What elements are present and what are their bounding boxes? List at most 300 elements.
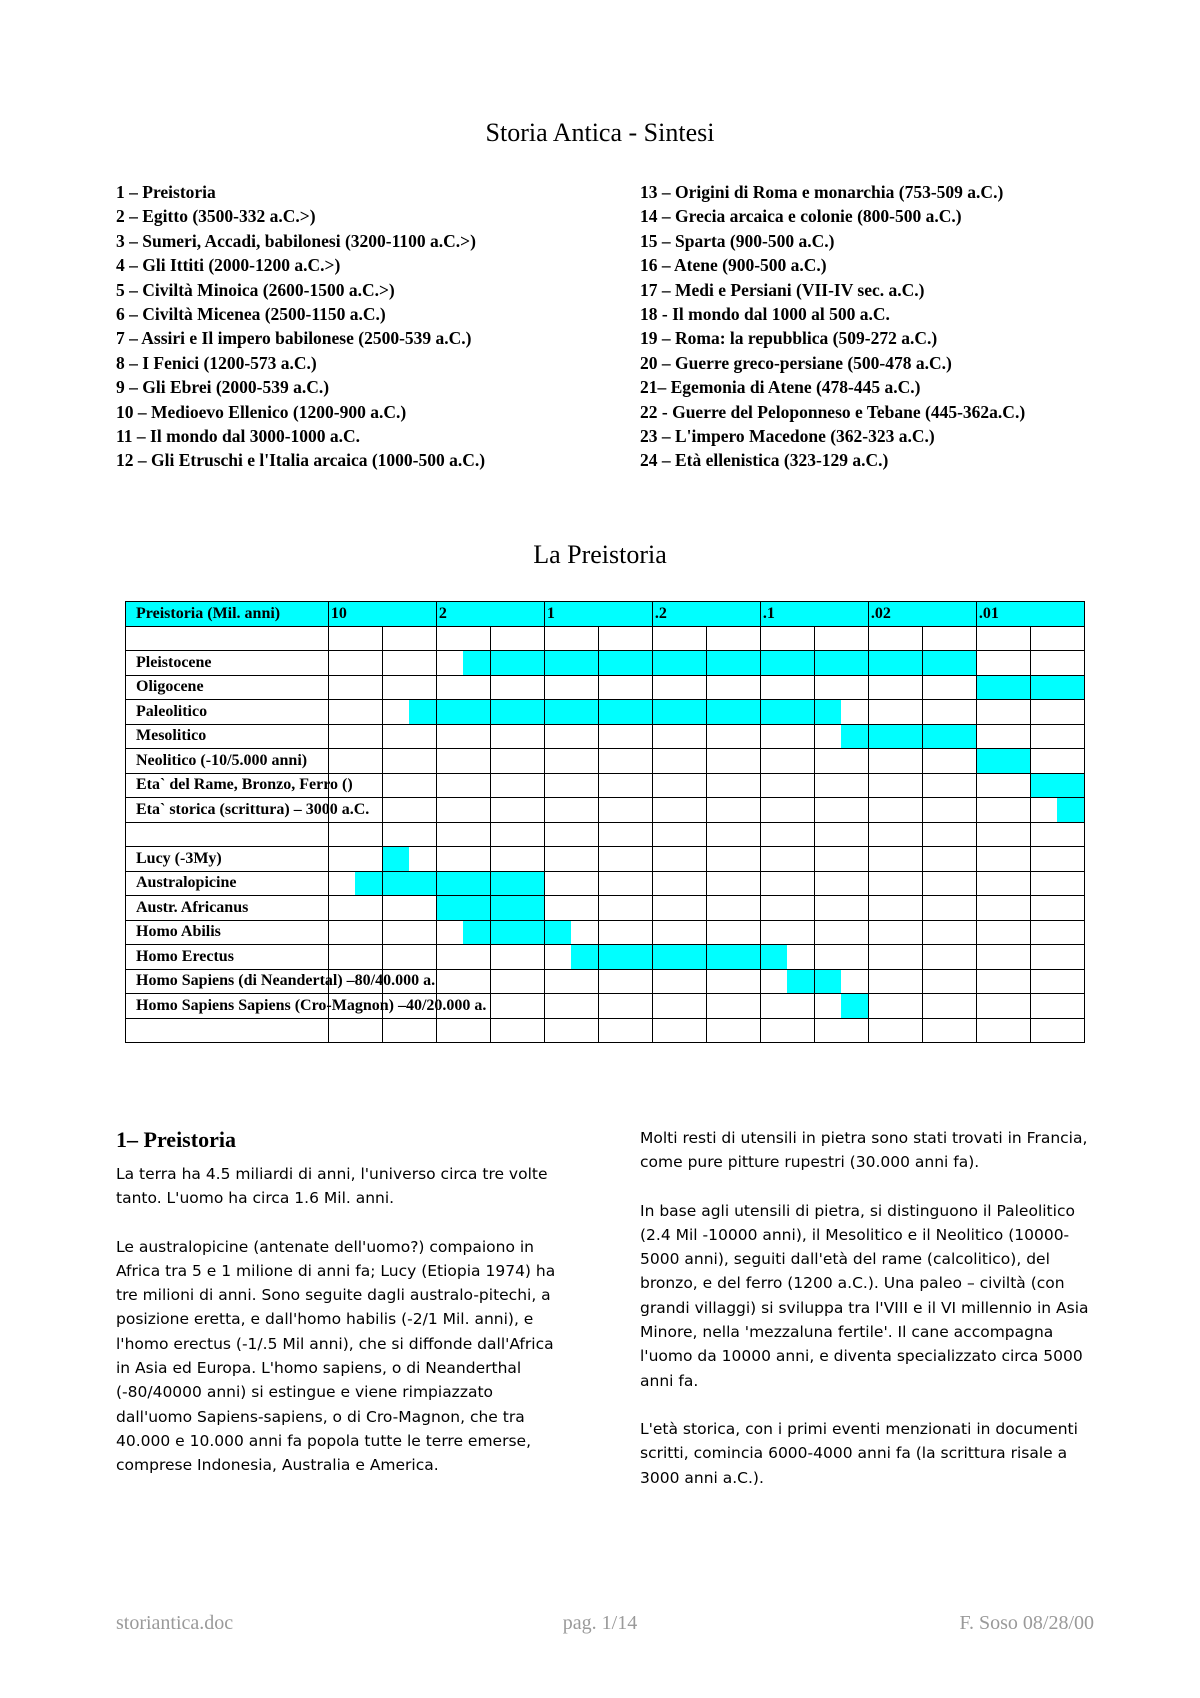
timeline-cell xyxy=(922,847,976,872)
timeline-tick-label: .01 xyxy=(976,602,1084,627)
timeline-cell xyxy=(760,675,814,700)
preistoria-timeline-table xyxy=(125,601,1085,1043)
timeline-cell xyxy=(814,773,868,798)
timeline-cell xyxy=(760,798,814,823)
timeline-bar-segment xyxy=(599,945,652,969)
timeline-cell xyxy=(760,945,814,970)
timeline-cell xyxy=(436,871,490,896)
timeline-cell xyxy=(976,651,1030,676)
timeline-bar-segment xyxy=(841,725,868,749)
timeline-cell xyxy=(490,651,544,676)
toc-item: 12 – Gli Etruschi e l'Italia arcaica (1000-500 a.C.) xyxy=(116,450,486,471)
timeline-cell xyxy=(382,847,436,872)
timeline-row-label xyxy=(126,700,329,725)
timeline-cell xyxy=(544,994,598,1019)
timeline-cell xyxy=(544,896,598,921)
timeline-cell xyxy=(652,1018,706,1043)
timeline-cell xyxy=(706,822,760,847)
timeline-cell xyxy=(598,896,652,921)
timeline-cell xyxy=(328,651,382,676)
timeline-row-label-text: Homo Sapiens Sapiens (Cro-Magnon) –40/20.000 a. xyxy=(136,996,487,1014)
timeline-cell xyxy=(490,969,544,994)
timeline-cell xyxy=(382,675,436,700)
timeline-cell xyxy=(868,626,922,651)
timeline-cell xyxy=(760,969,814,994)
timeline-row xyxy=(126,969,1085,994)
timeline-cell xyxy=(652,945,706,970)
footer-filename: storiantica.doc xyxy=(116,1612,234,1634)
timeline-row-label xyxy=(126,969,436,994)
timeline-cell xyxy=(544,822,598,847)
timeline-bar-segment xyxy=(869,725,922,749)
timeline-bar-segment xyxy=(383,872,436,896)
timeline-cell xyxy=(706,626,760,651)
timeline-cell xyxy=(544,749,598,774)
timeline-cell xyxy=(706,920,760,945)
timeline-cell xyxy=(706,773,760,798)
timeline-cell xyxy=(598,651,652,676)
timeline-cell xyxy=(1030,896,1084,921)
timeline-bar-segment xyxy=(491,872,544,896)
timeline-cell xyxy=(598,724,652,749)
timeline-bar-segment xyxy=(815,651,868,675)
toc-left-column xyxy=(116,180,636,473)
timeline-cell xyxy=(814,896,868,921)
timeline-cell xyxy=(760,700,814,725)
timeline-cell xyxy=(436,749,490,774)
timeline-bar-segment xyxy=(841,994,868,1018)
timeline-cell xyxy=(814,994,868,1019)
timeline-cell xyxy=(544,945,598,970)
timeline-cell xyxy=(490,798,544,823)
timeline-cell xyxy=(706,896,760,921)
timeline-cell xyxy=(1030,969,1084,994)
timeline-row-label-text: Austr. Africanus xyxy=(136,898,249,916)
timeline-cell xyxy=(598,969,652,994)
timeline-cell xyxy=(922,626,976,651)
timeline-row-label-text: Homo Sapiens (di Neandertal) –80/40.000 a. xyxy=(136,972,436,990)
timeline-cell xyxy=(922,994,976,1019)
timeline-row-label xyxy=(126,994,487,1019)
timeline-cell xyxy=(922,651,976,676)
timeline-cell xyxy=(814,675,868,700)
timeline-cell xyxy=(868,896,922,921)
timeline-row-label xyxy=(126,724,329,749)
timeline-cell xyxy=(976,822,1030,847)
timeline-cell xyxy=(652,626,706,651)
timeline-cell xyxy=(1030,1018,1084,1043)
timeline-cell xyxy=(490,822,544,847)
timeline-cell xyxy=(976,871,1030,896)
timeline-bar-segment xyxy=(491,651,544,675)
timeline-cell xyxy=(976,724,1030,749)
timeline-row-label-text: Mesolitico xyxy=(136,727,207,745)
timeline-cell xyxy=(976,700,1030,725)
toc-item: 18 - Il mondo dal 1000 al 500 a.C. xyxy=(640,304,890,325)
toc-item: 6 – Civiltà Micenea (2500-1150 a.C.) xyxy=(116,304,386,325)
timeline-cell xyxy=(652,847,706,872)
timeline-cell xyxy=(814,700,868,725)
timeline-cell xyxy=(760,651,814,676)
timeline-cell xyxy=(976,945,1030,970)
timeline-cell xyxy=(598,871,652,896)
timeline-cell xyxy=(976,798,1030,823)
timeline-bar-segment xyxy=(545,700,598,724)
timeline-cell xyxy=(490,626,544,651)
timeline-cell xyxy=(490,847,544,872)
timeline-bar-segment xyxy=(761,700,814,724)
timeline-cell xyxy=(706,700,760,725)
timeline-cell xyxy=(544,847,598,872)
timeline-cell xyxy=(328,847,382,872)
timeline-row-label xyxy=(126,651,329,676)
timeline-row-label xyxy=(126,773,353,798)
timeline-cell xyxy=(814,749,868,774)
timeline-cell xyxy=(706,651,760,676)
timeline-cell xyxy=(706,847,760,872)
timeline-cell xyxy=(976,969,1030,994)
timeline-bar-segment xyxy=(545,651,598,675)
toc-item: 1 – Preistoria xyxy=(116,182,216,202)
toc-item: 15 – Sparta (900-500 a.C.) xyxy=(640,230,835,251)
timeline-bar-segment xyxy=(923,725,976,749)
timeline-cell xyxy=(922,969,976,994)
timeline-cell xyxy=(382,626,436,651)
timeline-cell xyxy=(436,822,490,847)
timeline-cell xyxy=(706,1018,760,1043)
timeline-row xyxy=(126,994,1085,1019)
section-1-left-text xyxy=(116,1162,556,1502)
timeline-row-label-text: Oligocene xyxy=(136,678,204,696)
timeline-cell xyxy=(922,945,976,970)
timeline-bar-segment xyxy=(761,945,788,969)
timeline-cell xyxy=(1030,945,1084,970)
timeline-bar-segment xyxy=(1031,774,1084,798)
timeline-bar-segment xyxy=(653,700,706,724)
timeline-row-label xyxy=(126,822,329,847)
timeline-cell xyxy=(436,773,490,798)
timeline-cell xyxy=(436,847,490,872)
timeline-cell xyxy=(1030,920,1084,945)
timeline-row-label xyxy=(126,1018,329,1043)
timeline-cell xyxy=(652,969,706,994)
timeline-row-label xyxy=(126,945,329,970)
timeline-cell xyxy=(652,700,706,725)
timeline-cell xyxy=(1030,749,1084,774)
timeline-row xyxy=(126,675,1085,700)
timeline-cell xyxy=(814,724,868,749)
timeline-cell xyxy=(598,822,652,847)
timeline-cell xyxy=(760,871,814,896)
timeline-bar-segment xyxy=(437,872,490,896)
timeline-row-label-text: Eta` storica (scrittura) – 3000 a.C. xyxy=(136,800,370,818)
timeline-row-label xyxy=(126,749,329,774)
timeline-cell xyxy=(382,896,436,921)
timeline-cell xyxy=(814,1018,868,1043)
timeline-bar-segment xyxy=(437,700,490,724)
document-title: Storia Antica - Sintesi xyxy=(485,118,715,147)
timeline-tick-label: 1 xyxy=(544,602,652,627)
timeline-cell xyxy=(706,969,760,994)
timeline-cell xyxy=(544,920,598,945)
timeline-cell xyxy=(598,773,652,798)
toc-right-column xyxy=(640,180,1110,473)
timeline-cell xyxy=(922,822,976,847)
timeline-cell xyxy=(652,773,706,798)
paragraph: La terra ha 4.5 miliardi di anni, l'universo circa tre volte tanto. L'uomo ha circa 1.6 Mil. anni. xyxy=(116,1165,548,1208)
timeline-cell xyxy=(544,700,598,725)
timeline-cell xyxy=(706,675,760,700)
timeline-bar-segment xyxy=(545,921,572,945)
timeline-cell xyxy=(760,626,814,651)
section-1-heading: 1– Preistoria xyxy=(116,1127,236,1152)
toc-item: 3 – Sumeri, Accadi, babilonesi (3200-1100 a.C.>) xyxy=(116,230,476,251)
footer-page-number: pag. 1/14 xyxy=(562,1612,638,1634)
timeline-cell xyxy=(490,896,544,921)
timeline-cell xyxy=(706,871,760,896)
timeline-row xyxy=(126,945,1085,970)
timeline-cell xyxy=(868,969,922,994)
timeline-cell xyxy=(652,798,706,823)
timeline-cell xyxy=(922,773,976,798)
timeline-cell xyxy=(922,896,976,921)
toc-item: 23 – L'impero Macedone (362-323 a.C.) xyxy=(640,426,935,447)
timeline-cell xyxy=(598,945,652,970)
timeline-row-label-text: Paleolitico xyxy=(136,702,208,720)
timeline-header-row xyxy=(126,602,1085,627)
timeline-cell xyxy=(868,994,922,1019)
timeline-cell xyxy=(490,1018,544,1043)
timeline-cell xyxy=(652,651,706,676)
timeline-cell xyxy=(598,749,652,774)
timeline-cell xyxy=(544,724,598,749)
toc-item: 7 – Assiri e Il impero babilonese (2500-539 a.C.) xyxy=(116,328,472,349)
section-title: La Preistoria xyxy=(533,540,667,569)
timeline-cell xyxy=(436,969,490,994)
timeline-tick-label: 10 xyxy=(328,602,436,627)
timeline-row-label xyxy=(126,675,329,700)
timeline-row xyxy=(126,1018,1085,1043)
timeline-bar-segment xyxy=(355,872,382,896)
timeline-row-label-text: Eta` del Rame, Bronzo, Ferro () xyxy=(136,776,353,794)
timeline-cell xyxy=(760,773,814,798)
timeline-cell xyxy=(328,675,382,700)
timeline-cell xyxy=(328,920,382,945)
timeline-cell xyxy=(868,773,922,798)
timeline-bar-segment xyxy=(491,921,544,945)
toc-item: 16 – Atene (900-500 a.C.) xyxy=(640,255,827,276)
timeline-bar-segment xyxy=(1031,676,1084,700)
timeline-bar-segment xyxy=(923,651,976,675)
timeline-bar-segment xyxy=(437,896,490,920)
timeline-bar-segment xyxy=(707,945,760,969)
timeline-cell xyxy=(382,945,436,970)
timeline-cell xyxy=(544,626,598,651)
timeline-cell xyxy=(1030,871,1084,896)
timeline-cell xyxy=(1030,994,1084,1019)
timeline-cell xyxy=(760,749,814,774)
toc-item: 21– Egemonia di Atene (478-445 a.C.) xyxy=(640,377,921,398)
timeline-cell xyxy=(490,920,544,945)
timeline-cell xyxy=(490,675,544,700)
timeline-cell xyxy=(652,724,706,749)
timeline-bar-segment xyxy=(787,970,814,994)
footer-author-date: F. Soso 08/28/00 xyxy=(959,1612,1094,1634)
timeline-cell xyxy=(814,626,868,651)
timeline-cell xyxy=(760,822,814,847)
timeline-cell xyxy=(1030,773,1084,798)
timeline-cell xyxy=(760,1018,814,1043)
timeline-cell xyxy=(922,749,976,774)
timeline-cell xyxy=(814,847,868,872)
timeline-bar-segment xyxy=(463,921,490,945)
toc-item: 20 – Guerre greco-persiane (500-478 a.C.) xyxy=(640,352,952,373)
timeline-cell xyxy=(490,871,544,896)
timeline-cell xyxy=(922,675,976,700)
timeline-cell xyxy=(382,920,436,945)
timeline-cell xyxy=(436,896,490,921)
timeline-bar-segment xyxy=(869,651,922,675)
timeline-row-label-text: Australopicine xyxy=(136,874,237,892)
timeline-cell xyxy=(544,798,598,823)
timeline-row xyxy=(126,798,1085,823)
toc-item: 11 – Il mondo dal 3000-1000 a.C. xyxy=(116,426,361,447)
timeline-cell xyxy=(436,798,490,823)
timeline-cell xyxy=(1030,700,1084,725)
timeline-cell xyxy=(652,749,706,774)
timeline-cell xyxy=(706,798,760,823)
toc-item: 2 – Egitto (3500-332 a.C.>) xyxy=(116,206,316,227)
timeline-cell xyxy=(328,871,382,896)
timeline-cell xyxy=(328,626,382,651)
timeline-cell xyxy=(544,651,598,676)
timeline-cell xyxy=(436,651,490,676)
timeline-cell xyxy=(706,749,760,774)
timeline-bar-segment xyxy=(491,896,544,920)
timeline-bar-segment xyxy=(571,945,598,969)
timeline-cell xyxy=(436,724,490,749)
timeline-row xyxy=(126,700,1085,725)
timeline-bar-segment xyxy=(977,676,1030,700)
timeline-row-label-text: Homo Erectus xyxy=(136,947,234,965)
timeline-cell xyxy=(544,1018,598,1043)
timeline-cell xyxy=(490,700,544,725)
timeline-cell xyxy=(490,749,544,774)
timeline-cell xyxy=(760,847,814,872)
timeline-cell xyxy=(598,700,652,725)
timeline-row xyxy=(126,651,1085,676)
timeline-cell xyxy=(544,773,598,798)
timeline-cell xyxy=(598,626,652,651)
timeline-cell xyxy=(814,651,868,676)
timeline-cell xyxy=(652,994,706,1019)
timeline-cell xyxy=(922,871,976,896)
timeline-cell xyxy=(976,1018,1030,1043)
timeline-cell xyxy=(976,994,1030,1019)
timeline-cell xyxy=(976,749,1030,774)
timeline-bar-segment xyxy=(409,700,436,724)
timeline-bar-segment xyxy=(463,651,490,675)
timeline-cell xyxy=(382,749,436,774)
timeline-cell xyxy=(868,920,922,945)
timeline-cell xyxy=(652,675,706,700)
timeline-cell xyxy=(1030,651,1084,676)
timeline-cell xyxy=(868,700,922,725)
timeline-cell xyxy=(922,700,976,725)
timeline-cell xyxy=(328,945,382,970)
toc-item: 22 - Guerre del Peloponneso e Tebane (445-362a.C.) xyxy=(640,401,1026,422)
timeline-row-label-text: Homo Abilis xyxy=(136,923,221,941)
timeline-cell xyxy=(652,871,706,896)
timeline-cell xyxy=(814,945,868,970)
timeline-row xyxy=(126,920,1085,945)
timeline-cell xyxy=(490,773,544,798)
timeline-cell xyxy=(652,896,706,921)
timeline-cell xyxy=(382,773,436,798)
timeline-cell xyxy=(1030,847,1084,872)
timeline-cell xyxy=(814,822,868,847)
timeline-cell xyxy=(490,994,544,1019)
timeline-cell xyxy=(868,847,922,872)
timeline-cell xyxy=(976,626,1030,651)
timeline-bar-segment xyxy=(653,651,706,675)
timeline-cell xyxy=(814,969,868,994)
timeline-cell xyxy=(652,920,706,945)
timeline-cell xyxy=(868,798,922,823)
timeline-cell xyxy=(1030,626,1084,651)
timeline-cell xyxy=(490,724,544,749)
timeline-cell xyxy=(706,994,760,1019)
timeline-cell xyxy=(814,798,868,823)
timeline-cell xyxy=(328,749,382,774)
timeline-cell xyxy=(490,945,544,970)
timeline-cell xyxy=(976,773,1030,798)
timeline-cell xyxy=(544,871,598,896)
timeline-cell xyxy=(1030,675,1084,700)
timeline-header-label: Preistoria (Mil. anni) xyxy=(126,602,329,627)
timeline-cell xyxy=(436,1018,490,1043)
timeline-cell xyxy=(544,675,598,700)
timeline-row-label xyxy=(126,896,329,921)
timeline-cell xyxy=(652,822,706,847)
toc-item: 17 – Medi e Persiani (VII-IV sec. a.C.) xyxy=(640,279,925,300)
timeline-tick-label: .1 xyxy=(760,602,868,627)
timeline-row xyxy=(126,822,1085,847)
timeline-cell xyxy=(598,675,652,700)
timeline-bar-segment xyxy=(761,651,814,675)
timeline-tick-label: .02 xyxy=(868,602,976,627)
timeline-cell xyxy=(598,994,652,1019)
timeline-cell xyxy=(382,651,436,676)
timeline-cell xyxy=(382,822,436,847)
timeline-cell xyxy=(544,969,598,994)
timeline-row xyxy=(126,896,1085,921)
paragraph: Le australopicine (antenate dell'uomo?) compaiono in Africa tra 5 e 1 milione di anni fa; Lucy (Etiopia 1974) ha tre milioni di anni. Sono seguite dagli australo-pitechi, a posizione eretta, e dall'homo habilis (-2/1 Mil. anni), e l'homo erectus (-1/.5 Mil anni), che si diffonde dall'Africa in Asia ed Europa. L'homo sapiens, o di Neanderthal (-80/40000 anni) si estingue e viene rimpiazzato dall'uomo Sapiens-sapiens, o di Cro-Magnon, che tra 40.000 e 10.000 anni fa popola tutte le terre emerse, comprese Indonesia, Australia e America. xyxy=(116,1237,556,1475)
timeline-cell xyxy=(922,920,976,945)
timeline-tick-label: .2 xyxy=(652,602,760,627)
timeline-cell xyxy=(1030,798,1084,823)
toc-item: 14 – Grecia arcaica e colonie (800-500 a.C.) xyxy=(640,206,962,227)
timeline-cell xyxy=(382,798,436,823)
timeline-row-label xyxy=(126,626,329,651)
toc-item: 10 – Medioevo Ellenico (1200-900 a.C.) xyxy=(116,401,407,422)
timeline-cell xyxy=(922,798,976,823)
timeline-cell xyxy=(976,847,1030,872)
timeline-cell xyxy=(868,871,922,896)
timeline-row-label xyxy=(126,798,370,823)
timeline-bar-segment xyxy=(707,651,760,675)
timeline-bar-segment xyxy=(815,970,842,994)
